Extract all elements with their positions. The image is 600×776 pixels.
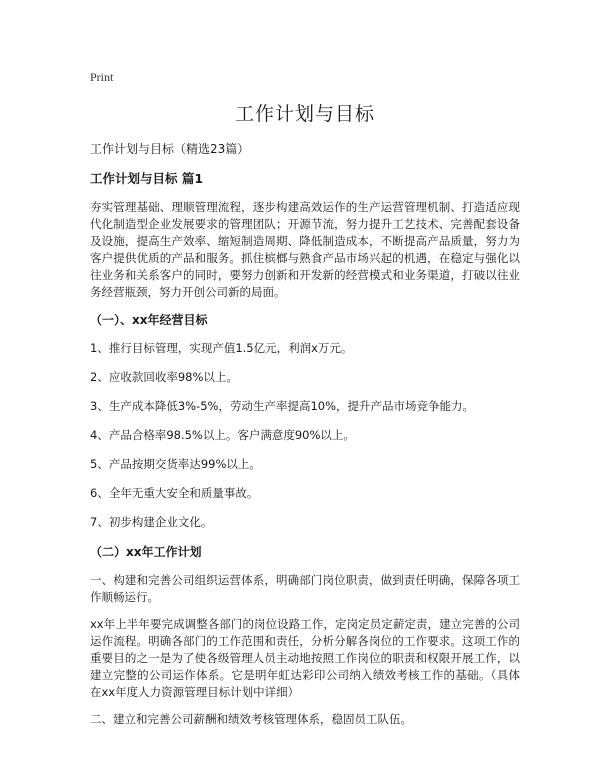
intro-paragraph: 夯实管理基础、理顺管理流程，逐步构建高效运作的生产运营管理机制、打造适应现代化制造型企业发展要求的管理团队；开源节流，努力提升工艺技术、完善配套设备及设施，提高生产效率、缩短制造周期、降低制造成本，不断提高产品质量，努力为客户提供优质的产品和服务。抓住槟榔与熟食产品市场兴起的机遇，在稳定与强化以往业务和关系客户的同时，要努力创新和开发新的经营模式和业务渠道，打破以往业务经营瓶颈，努力开创公司新的局面。 xyxy=(90,200,520,299)
plan-heading: （二）xx年工作计划 xyxy=(90,545,202,559)
goal-item: 7、初步构建企业文化。 xyxy=(90,515,213,529)
goals-heading: （一）、xx年经营目标 xyxy=(90,313,208,327)
goal-item: 2、应收款回收率98%以上。 xyxy=(90,370,238,384)
print-link[interactable]: Print xyxy=(90,70,114,84)
document-page xyxy=(90,70,520,738)
goal-item: 3、生产成本降低3%-5%，劳动生产率提高10%，提升产品市场竞争能力。 xyxy=(90,399,475,413)
section-heading: 工作计划与目标 篇1 xyxy=(90,171,204,186)
plan-paragraph: xx年上半年要完成调整各部门的岗位设路工作，定岗定员定薪定责，建立完善的公司运作流程。明确各部门的工作范围和责任，分析分解各岗位的工作要求。这项工作的重要目的之一是为了使各级管理人员主动地按照工作岗位的职责和权限开展工作，以建立完整的公司运作体系。它是明年虹达彩印公司纳入绩效考核工作的基础。（具体在xx年度人力资源管理目标计划中详细） xyxy=(90,617,520,699)
document-subtitle: 工作计划与目标（精选23篇） xyxy=(90,142,250,156)
plan-paragraph: 一、构建和完善公司组织运营体系，明确部门岗位职责，做到责任明确，保障各项工作顺畅运行。 xyxy=(90,573,520,604)
goal-item: 1、推行目标管理，实现产值1.5亿元，利润x万元。 xyxy=(90,341,353,355)
plan-paragraph: 二、建立和完善公司薪酬和绩效考核管理体系，稳固员工队伍。 xyxy=(90,712,412,726)
goal-item: 4、产品合格率98.5%以上。客户满意度90%以上。 xyxy=(90,428,355,442)
goal-item: 6、全年无重大安全和质量事故。 xyxy=(90,486,259,500)
goal-item: 5、产品按期交货率达99%以上。 xyxy=(90,457,261,471)
page-title: 工作计划与目标 xyxy=(234,103,375,125)
